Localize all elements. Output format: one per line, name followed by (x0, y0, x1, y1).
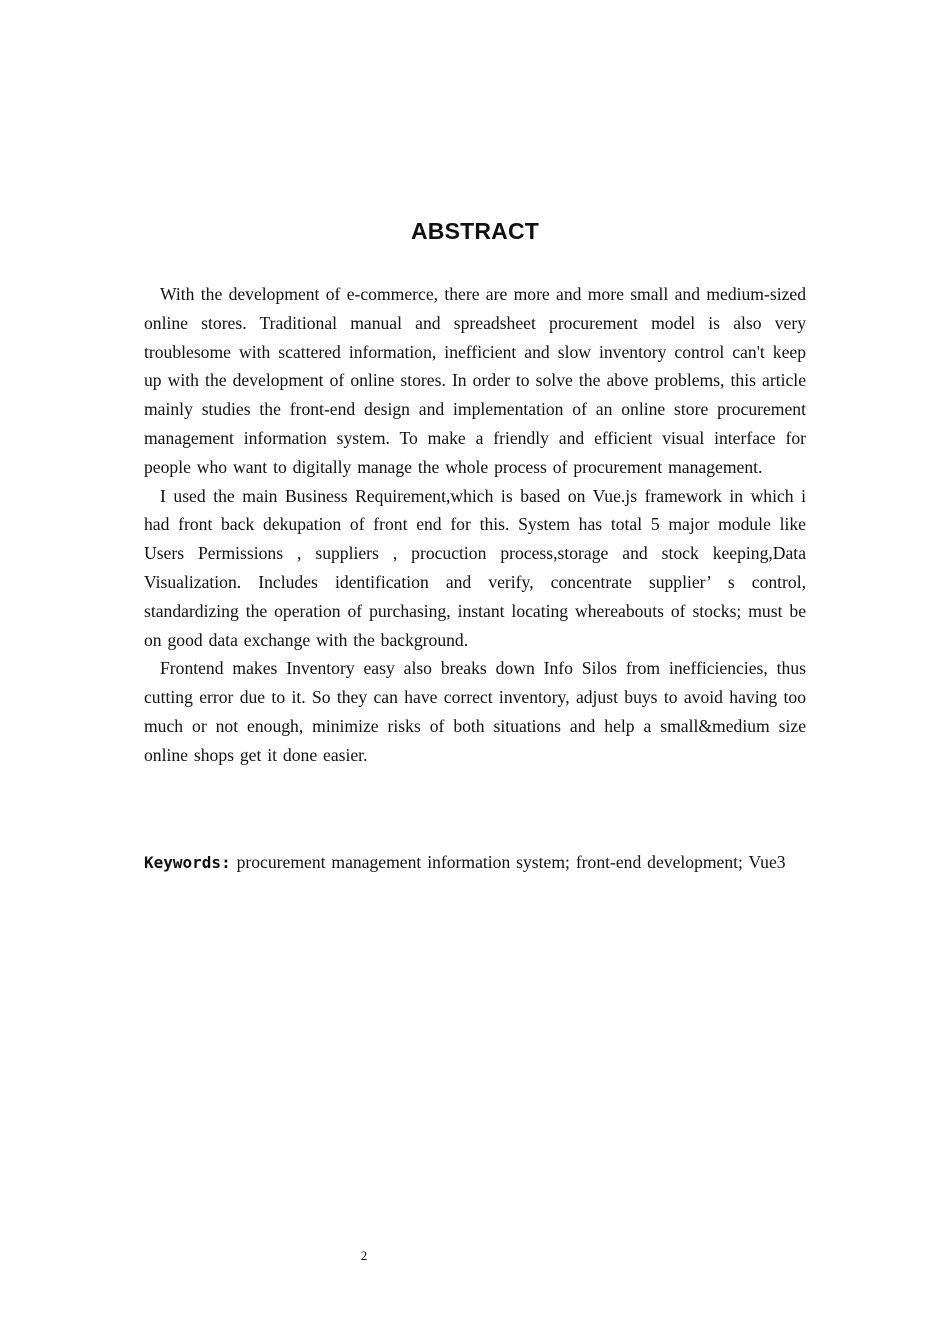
keywords-label: Keywords: (144, 853, 231, 872)
keywords-text: procurement management information system; front-end development; Vue3 (236, 852, 786, 872)
abstract-paragraph-3: Frontend makes Inventory easy also breaks down Info Silos from inefficiencies, thus cutting error due to it. So they can have correct inventory, adjust buys to avoid having too much or not enough, minimize risks of both situations and help a small&medium size online shops get it done easier. (144, 658, 806, 765)
abstract-paragraph-1: With the development of e-commerce, there are more and more small and medium-sized online stores. Traditional manual and spreadsheet procurement model is also very troublesome with scattered information, inefficient and slow inventory control can't keep up with the development of online stores. In order to solve the above problems, this article mainly studies the front-end design and implementation of an online store procurement management information system. To make a friendly and efficient visual interface for people who want to digitally manage the whole process of procurement management. (144, 284, 806, 477)
abstract-paragraph-2: I used the main Business Requirement,which is based on Vue.js framework in which i had front back dekupation of front end for this. System has total 5 major module like Users Permissions , suppliers , procuction process,storage and stock keeping,Data Visualization. Includes identification and verify, concentrate supplier’ s control, standardizing the operation of purchasing, instant locating whereabouts of stocks; must be on good data exchange with the background. (144, 485, 806, 650)
abstract-body (144, 280, 806, 770)
keywords-line (144, 850, 806, 875)
page-number: 2 (360, 1248, 368, 1263)
abstract-title: ABSTRACT (410, 218, 540, 244)
